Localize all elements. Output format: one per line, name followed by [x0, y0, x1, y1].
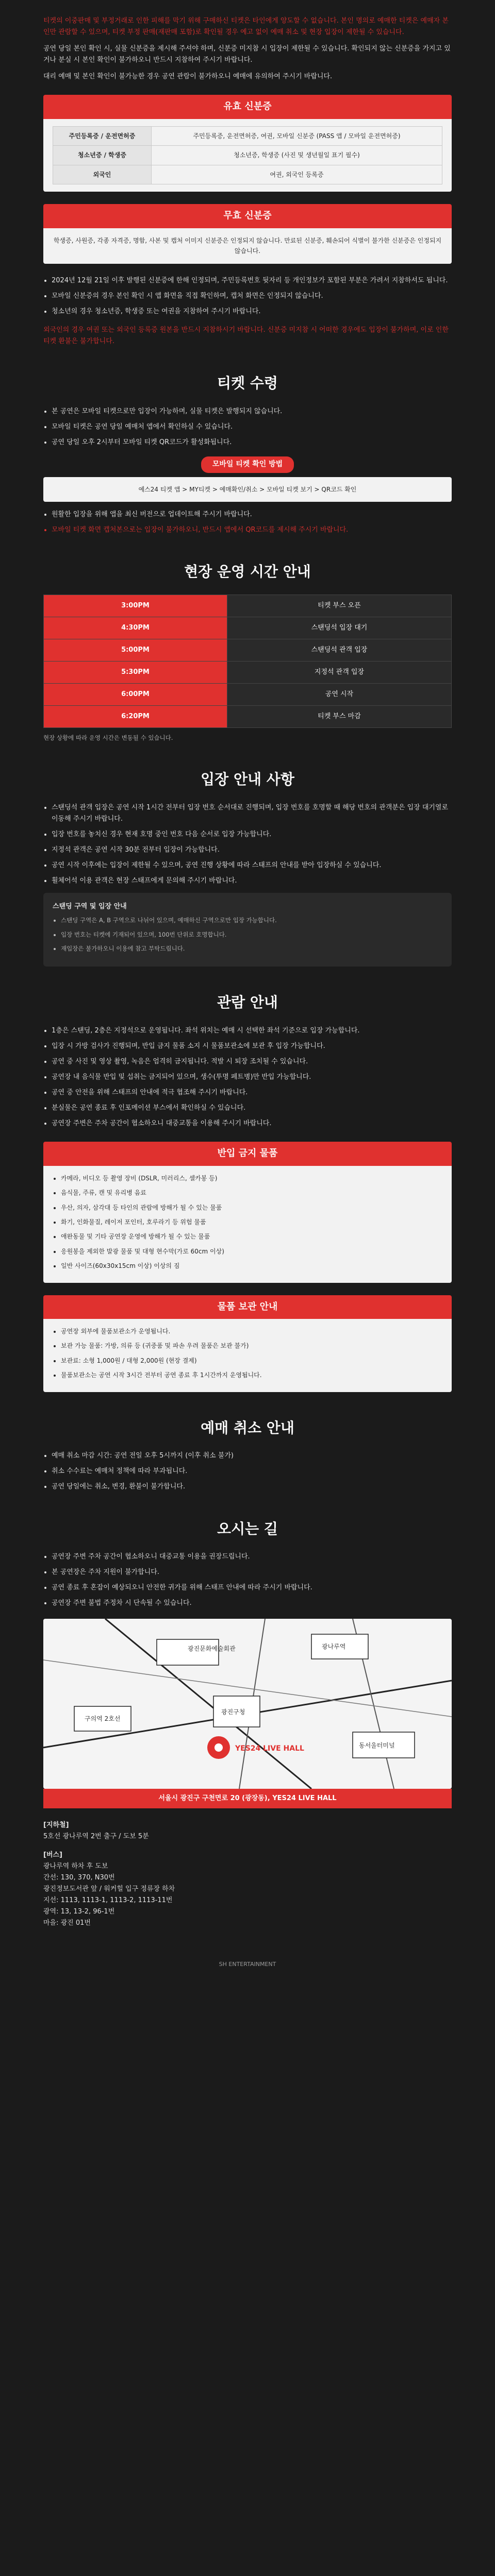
row-value: 주민등록증, 운전면허증, 여권, 모바일 신분증 (PASS 앱 / 모바일 운전면허증) — [152, 127, 442, 146]
subway-title: [지하철] — [43, 1821, 69, 1829]
valid-id-header: 유효 신분증 — [43, 95, 452, 119]
schedule-item: 티켓 부스 오픈 — [227, 595, 451, 617]
row-label: 주민등록증 / 운전면허증 — [53, 127, 152, 146]
schedule-item: 공연 시작 — [227, 684, 451, 706]
invalid-id-box — [43, 228, 452, 264]
standing-title: 스탠딩 구역 및 입장 안내 — [53, 903, 127, 911]
map-label: 광나루역 — [322, 1642, 346, 1650]
schedule-time: 3:00PM — [44, 595, 227, 617]
standing-list — [53, 916, 442, 954]
table-row — [44, 684, 452, 706]
list-item: • 모바일 티켓은 공연 당일 예매처 앱에서 확인하실 수 있습니다. — [52, 421, 452, 433]
list-item: • 물품보관소는 공연 시작 3시간 전부터 공연 종료 후 1시간까지 운영됩니다. — [61, 1370, 442, 1380]
list-item: • 재입장은 불가하오니 이용에 참고 부탁드립니다. — [61, 944, 442, 954]
table-row — [44, 706, 452, 728]
ticket-check-label: 모바일 티켓 확인 방법 — [201, 456, 294, 473]
schedule-time: 6:00PM — [44, 684, 227, 706]
schedule-item: 스탠딩석 입장 대기 — [227, 617, 451, 639]
subway-text: 5호선 광나루역 2번 출구 / 도보 5분 — [43, 1832, 149, 1840]
venue-map — [43, 1619, 452, 1789]
list-item: • 일반 사이즈(60x30x15cm 이상) 이상의 짐 — [61, 1261, 442, 1271]
ticket-title: 티켓 수령 — [217, 375, 278, 392]
list-item: • 1층은 스탠딩, 2층은 지정석으로 운영됩니다. 좌석 위치는 예매 시 선택한 좌석 기준으로 입장 가능합니다. — [52, 1025, 452, 1037]
storage-header: 물품 보관 안내 — [43, 1295, 452, 1319]
table-row — [44, 595, 452, 617]
list-item: • 응원봉을 제외한 발광 물품 및 대형 현수막(가로 60cm 이상) — [61, 1246, 442, 1257]
list-item: • 모바일 티켓 화면 캡처본으로는 입장이 불가하오니, 반드시 앱에서 QR코드를 제시해 주시기 바랍니다. — [52, 524, 452, 536]
list-item: • 공연 당일 오후 2시부터 모바일 티켓 QR코드가 활성화됩니다. — [52, 437, 452, 448]
bus-line: 광나루역 하차 후 도보 — [43, 1862, 108, 1870]
bus-line: 간선: 130, 370, N30번 — [43, 1873, 115, 1882]
row-label: 청소년증 / 학생증 — [53, 146, 152, 165]
list-item: • 휠체어석 이용 관객은 현장 스태프에게 문의해 주시기 바랍니다. — [52, 875, 452, 887]
list-item: • 취소 수수료는 예매처 정책에 따라 부과됩니다. — [52, 1466, 452, 1477]
schedule-item: 지정석 관객 입장 — [227, 662, 451, 684]
row-value: 청소년증, 학생증 (사진 및 생년월일 표기 필수) — [152, 146, 442, 165]
list-item: • 2024년 12월 21일 이후 발행된 신분증에 한해 인정되며, 주민등록번호 뒷자리 등 개인정보가 포함된 부분은 가려서 지참하셔도 됩니다. — [52, 275, 452, 286]
id-notes-list — [43, 275, 452, 317]
intro-text-1: 공연 당일 본인 확인 시, 실물 신분증을 제시해 주셔야 하며, 신분증 미지참 시 입장이 제한될 수 있습니다. 확인되지 않는 신분증을 가지고 있거나 분실 시 본인 확인이 불가하오니 반드시 지참하여 주시기 바랍니다. — [43, 45, 451, 64]
list-item: • 화기, 인화물질, 레이저 포인터, 호루라기 등 위험 물품 — [61, 1217, 442, 1227]
list-item: • 공연 중 안전을 위해 스태프의 안내에 적극 협조해 주시기 바랍니다. — [52, 1087, 452, 1098]
list-item: • 본 공연장은 주차 지원이 불가합니다. — [52, 1567, 452, 1578]
valid-id-table — [53, 126, 442, 184]
ticket-extra-list — [43, 509, 452, 536]
map-label: 동서울터미널 — [359, 1741, 395, 1749]
list-item: • 보관료: 소형 1,000원 / 대형 2,000원 (현장 결제) — [61, 1355, 442, 1366]
viewing-list — [43, 1025, 452, 1130]
list-item: • 입장 시 가방 검사가 진행되며, 반입 금지 물품 소지 시 물품보관소에 보관 후 입장 가능합니다. — [52, 1041, 452, 1052]
map-caption: 서울시 광진구 구천면로 20 (광장동), YES24 LIVE HALL — [43, 1789, 452, 1808]
list-item: • 공연 중 사진 및 영상 촬영, 녹음은 엄격히 금지됩니다. 적발 시 퇴장 조치될 수 있습니다. — [52, 1056, 452, 1067]
schedule-note: 현장 상황에 따라 운영 시간은 변동될 수 있습니다. — [43, 734, 173, 742]
bus-line: 지선: 1113, 1113-1, 1113-2, 1113-11번 — [43, 1896, 173, 1905]
bus-line: 광역: 13, 13-2, 96-1번 — [43, 1908, 115, 1916]
bus-title: [버스] — [43, 1851, 62, 1859]
ticket-check-path — [43, 477, 452, 502]
footer-logo — [43, 1960, 452, 1970]
standing-box — [43, 893, 452, 967]
schedule-item: 스탠딩석 관객 입장 — [227, 639, 451, 662]
list-item: • 입장 번호는 티켓에 기재되어 있으며, 100번 단위로 호명합니다. — [61, 930, 442, 940]
list-item: • 공연장 주변은 주차 공간이 협소하오니 대중교통을 이용해 주시기 바랍니다. — [52, 1118, 452, 1129]
banned-header: 반입 금지 물품 — [43, 1142, 452, 1166]
invalid-id-text: 학생증, 사원증, 각종 자격증, 명함, 사본 및 캡처 이미지 신분증은 인정되지 않습니다. 만료된 신분증, 훼손되어 식별이 불가한 신분증은 인정되지 않습니다. — [53, 236, 442, 255]
map-block — [157, 1639, 219, 1665]
list-item: • 우산, 의자, 삼각대 등 타인의 관람에 방해가 될 수 있는 물품 — [61, 1202, 442, 1213]
ticket-list — [43, 406, 452, 448]
company-logo: SH ENTERTAINMENT — [219, 1961, 276, 1968]
id-notes — [43, 275, 452, 347]
list-item: • 공연 종료 후 혼잡이 예상되오니 안전한 귀가를 위해 스태프 안내에 따라 주시기 바랍니다. — [52, 1582, 452, 1594]
list-item: • 지정석 관객은 공연 시작 30분 전부터 입장이 가능합니다. — [52, 844, 452, 856]
list-item: • 스탠딩 구역은 A, B 구역으로 나뉘어 있으며, 예매하신 구역으로만 입장 가능합니다. — [61, 916, 442, 926]
transport-info — [43, 1820, 452, 1929]
banned-box — [43, 1166, 452, 1283]
viewing-title: 관람 안내 — [217, 993, 278, 1011]
row-label: 외국인 — [53, 165, 152, 184]
map-graphic — [43, 1619, 452, 1789]
bus-line: 마을: 광진 01번 — [43, 1919, 91, 1927]
storage-list — [53, 1326, 442, 1381]
entry-list — [43, 802, 452, 887]
table-row — [53, 127, 442, 146]
directions-list — [43, 1551, 452, 1609]
table-row — [44, 662, 452, 684]
list-item: • 공연장 주변 주차 공간이 협소하오니 대중교통 이용을 권장드립니다. — [52, 1551, 452, 1563]
list-item: • 공연 시작 이후에는 입장이 제한될 수 있으며, 공연 진행 상황에 따라 스태프의 안내를 받아 입장하실 수 있습니다. — [52, 860, 452, 871]
schedule-table — [43, 595, 452, 728]
table-row — [44, 617, 452, 639]
id-notes-warning: 외국인의 경우 여권 또는 외국인 등록증 원본을 반드시 지참하시기 바랍니다. 신분증 미지참 시 어떠한 경우에도 입장이 불가하며, 이로 인한 티켓 환불은 불가합니다. — [43, 326, 449, 345]
schedule-title: 현장 운영 시간 안내 — [184, 563, 311, 581]
list-item: • 청소년의 경우 청소년증, 학생증 또는 여권을 지참하여 주시기 바랍니다. — [52, 306, 452, 317]
map-label: 광진구청 — [221, 1708, 245, 1716]
invalid-id-header: 무효 신분증 — [43, 204, 452, 228]
list-item: • 보관 가능 물품: 가방, 의류 등 (귀중품 및 파손 우려 물품은 보관 불가) — [61, 1341, 442, 1351]
schedule-time: 6:20PM — [44, 706, 227, 728]
schedule-time: 5:30PM — [44, 662, 227, 684]
schedule-time: 4:30PM — [44, 617, 227, 639]
map-label: 구의역 2호선 — [85, 1715, 121, 1722]
valid-id-box — [43, 119, 452, 192]
list-item: • 모바일 신분증의 경우 본인 확인 시 앱 화면을 직접 확인하며, 캡처 화면은 인정되지 않습니다. — [52, 291, 452, 302]
intro-notice — [43, 15, 452, 82]
list-item: • 공연장 주변 불법 주정차 시 단속될 수 있습니다. — [52, 1598, 452, 1609]
storage-box — [43, 1319, 452, 1392]
entry-title: 입장 안내 사항 — [201, 771, 294, 788]
cancel-list — [43, 1450, 452, 1493]
banned-list — [53, 1173, 442, 1272]
list-item: • 공연장 외부에 물품보관소가 운영됩니다. — [61, 1326, 442, 1336]
map-venue-label: YES24 LIVE HALL — [235, 1744, 304, 1753]
table-row — [53, 165, 442, 184]
list-item: • 카메라, 비디오 등 촬영 장비 (DSLR, 미러리스, 셀카봉 등) — [61, 1173, 442, 1183]
list-item: • 예매 취소 마감 시간: 공연 전일 오후 5시까지 (이후 취소 불가) — [52, 1450, 452, 1462]
list-item: • 공연 당일에는 취소, 변경, 환불이 불가합니다. — [52, 1481, 452, 1493]
schedule-item: 티켓 부스 마감 — [227, 706, 451, 728]
ticket-check-label-wrap — [43, 456, 452, 473]
directions-title: 오시는 길 — [217, 1520, 278, 1537]
list-item: • 원활한 입장을 위해 앱을 최신 버전으로 업데이트해 주시기 바랍니다. — [52, 509, 452, 520]
list-item: • 본 공연은 모바일 티켓으로만 입장이 가능하며, 실물 티켓은 발행되지 않습니다. — [52, 406, 452, 417]
list-item: • 분실물은 공연 종료 후 인포메이션 부스에서 확인하실 수 있습니다. — [52, 1103, 452, 1114]
intro-warning: 티켓의 이중판매 및 부정거래로 인한 피해를 막기 위해 구매하신 티켓은 타인에게 양도할 수 없습니다. 본인 명의로 예매한 티켓은 예매자 본인만 관람할 수 있으며, 티켓 부정 판매(재판매 포함)로 확인될 경우 예고 없이 예매 취소 및 현장 입장이 제한될 수 있습니다. — [43, 17, 449, 37]
schedule-time: 5:00PM — [44, 639, 227, 662]
list-item: • 음식물, 주류, 캔 및 유리병 음료 — [61, 1188, 442, 1198]
list-item: • 스탠딩석 관객 입장은 공연 시작 1시간 전부터 입장 번호 순서대로 진행되며, 입장 번호를 호명할 때 해당 번호의 관객분은 입장 대기열로 이동해 주시기 바랍니다. — [52, 802, 452, 825]
intro-text-2: 대리 예매 및 본인 확인이 불가능한 경우 공연 관람이 불가하오니 예매에 유의하여 주시기 바랍니다. — [43, 73, 333, 81]
map-label: 광진문화예술회관 — [188, 1645, 236, 1652]
list-item: • 애완동물 및 기타 공연장 운영에 방해가 될 수 있는 물품 — [61, 1231, 442, 1242]
list-item: • 공연장 내 음식물 반입 및 섭취는 금지되어 있으며, 생수(투명 페트병)만 반입 가능합니다. — [52, 1072, 452, 1083]
cancel-title: 예매 취소 안내 — [201, 1419, 294, 1436]
table-row — [53, 146, 442, 165]
bus-line: 광진정보도서관 앞 / 워커힐 입구 정류장 하차 — [43, 1885, 175, 1893]
list-item: • 입장 번호를 놓치신 경우 현재 호명 중인 번호 다음 순서로 입장 가능합니다. — [52, 829, 452, 840]
ticket-check-path-text: 예스24 티켓 앱 > MY티켓 > 예매확인/취소 > 모바일 티켓 보기 > QR코드 확인 — [138, 485, 357, 493]
table-row — [44, 639, 452, 662]
row-value: 여권, 외국인 등록증 — [152, 165, 442, 184]
